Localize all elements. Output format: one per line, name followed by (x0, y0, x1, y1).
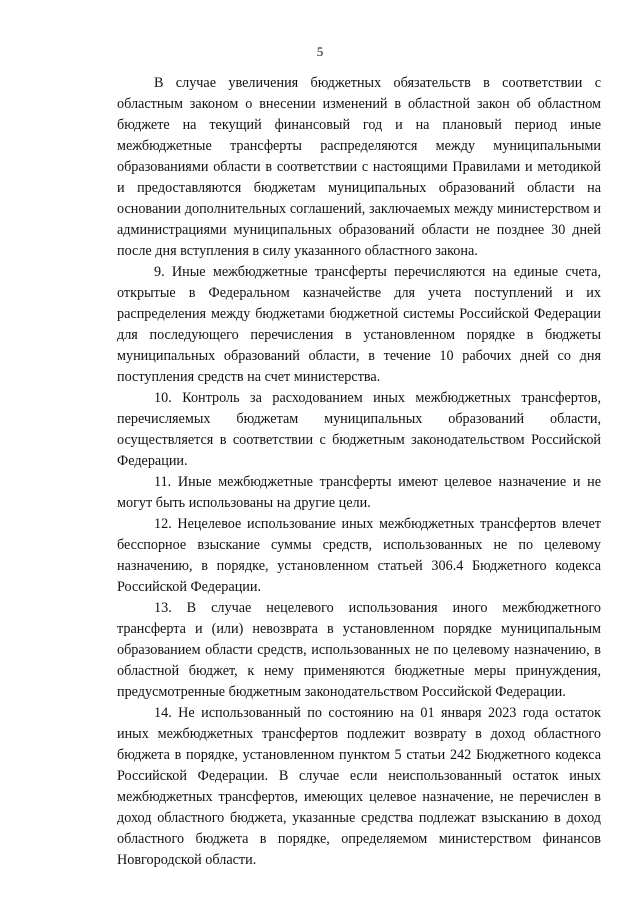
document-body (117, 73, 601, 871)
paragraph-10-control: 10. Контроль за расходованием иных межбюджетных трансфертов, перечисляемых бюджетам муниципальных образований области, осуществляется в соответствии с бюджетным законодательством Российской Федерации. (117, 390, 601, 469)
paragraph-12-misuse: 12. Нецелевое использование иных межбюджетных трансфертов влечет бесспорное взыскание суммы средств, использованных не по целевому назначению, в порядке, установленном статьей 306.4 Бюджетного кодекса Российской Федерации. (117, 516, 601, 595)
paragraph-9-transfer-accounts: 9. Иные межбюджетные трансферты перечисляются на единые счета, открытые в Федеральном казначействе для учета поступлений и их распределения между бюджетами бюджетной системы Российской Федерации для последующего перечисления в установленном порядке в бюджеты муниципальных образований области, в течение 10 рабочих дней со дня поступления средств на счет министерства. (117, 264, 601, 385)
paragraph-13-coercion: 13. В случае нецелевого использования иного межбюджетного трансферта и (или) невозврата в установленном порядке муниципальным образованием области средств, использованных не по целевому назначению, в областной бюджет, к нему применяются бюджетные меры принуждения, предусмотренные бюджетным законодательством Российской Федерации. (117, 600, 601, 700)
paragraph-budget-increase: В случае увеличения бюджетных обязательств в соответствии с областным законом о внесении изменений в областной закон об областном бюджете на текущий финансовый год и на плановый период иные межбюджетные трансферты распределяются между муниципальными образованиями области в соответствии с настоящими Правилами и методикой и предоставляются бюджетам муниципальных образований области на основании дополнительных соглашений, заключаемых между министерством и администрациями муниципальных образований области не позднее 30 дней после дня вступления в силу указанного областного закона. (117, 75, 601, 259)
paragraph-14-unused-balance: 14. Не использованный по состоянию на 01 января 2023 года остаток иных межбюджетных трансфертов подлежит возврату в доход областного бюджета в порядке, установленном пунктом 5 статьи 242 Бюджетного кодекса Российской Федерации. В случае если неиспользованный остаток иных межбюджетных трансфертов, имеющих целевое назначение, не перечислен в доход областного бюджета, указанные средства подлежат взысканию в доход областного бюджета в порядке, определяемом министерством финансов Новгородской области. (117, 705, 601, 868)
paragraph-11-purpose: 11. Иные межбюджетные трансферты имеют целевое назначение и не могут быть использованы на другие цели. (117, 474, 601, 511)
page-number: 5 (316, 44, 324, 59)
